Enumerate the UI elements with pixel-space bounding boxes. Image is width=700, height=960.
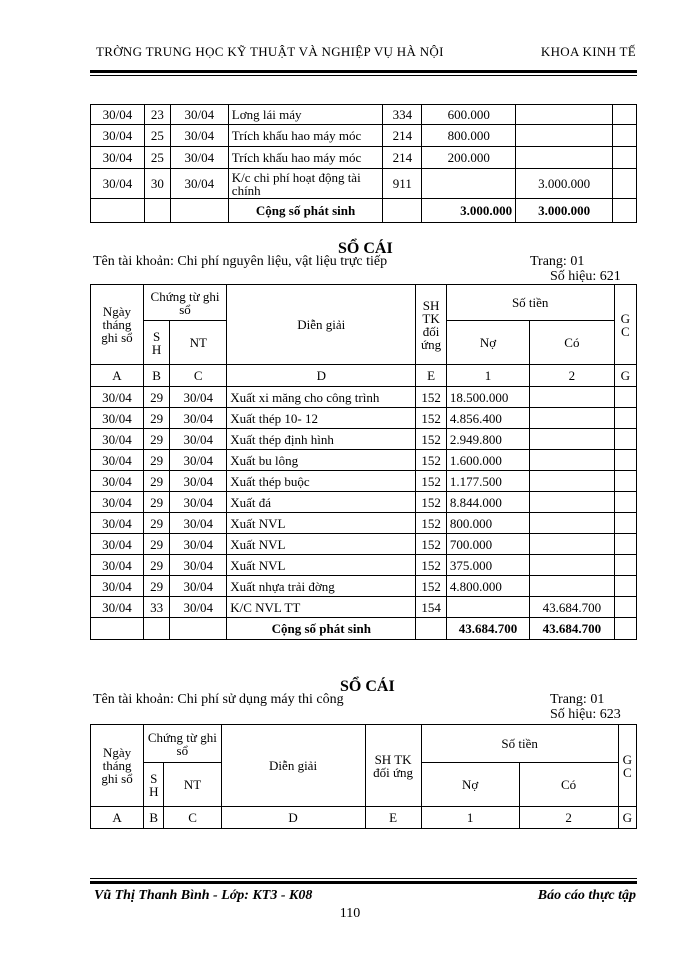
table-cell xyxy=(614,534,636,555)
table-cell: C xyxy=(164,807,221,829)
table-cell: 29 xyxy=(143,429,169,450)
table-cell: D xyxy=(227,365,416,387)
ledger-623-account: Tên tài khoản: Chi phí sử dụng máy thi công xyxy=(93,692,344,707)
table-cell: 30/04 xyxy=(91,429,144,450)
table-cell: 30/04 xyxy=(170,471,227,492)
table-cell xyxy=(614,597,636,618)
table-cell xyxy=(612,105,636,125)
letter-row xyxy=(91,807,637,829)
table-row xyxy=(91,408,637,429)
table-cell: 30/04 xyxy=(91,169,145,199)
table-cell: B xyxy=(143,365,169,387)
table-row xyxy=(91,555,637,576)
table-cell: Xuất đá xyxy=(227,492,416,513)
table-cell: Chứng từ ghi sổ xyxy=(143,285,226,321)
table-cell: 200.000 xyxy=(422,147,516,169)
table-cell: 30/04 xyxy=(170,513,227,534)
table-cell: Có xyxy=(530,321,614,365)
table-cell: 30/04 xyxy=(170,169,228,199)
table-row xyxy=(91,125,637,147)
footer-rule-thick xyxy=(90,881,637,884)
table-cell: D xyxy=(221,807,365,829)
table-cell xyxy=(144,199,170,223)
table-cell: 152 xyxy=(416,576,447,597)
table-row xyxy=(91,105,637,125)
table-row xyxy=(91,513,637,534)
table-cell: 30/04 xyxy=(91,513,144,534)
footer-report: Báo cáo thực tập xyxy=(537,888,636,903)
ledger-623-code: Số hiệu: 623 xyxy=(550,707,621,722)
table-cell: G C xyxy=(618,725,636,807)
table-cell: Diễn giải xyxy=(221,725,365,807)
table-cell: 30/04 xyxy=(91,597,144,618)
table-cell: 4.800.000 xyxy=(446,576,529,597)
table-cell: 30/04 xyxy=(91,450,144,471)
table-cell: G C xyxy=(614,285,636,365)
table-cell xyxy=(91,199,145,223)
table-cell: 214 xyxy=(383,125,422,147)
table-cell: 43.684.700 xyxy=(530,597,614,618)
footer-rule-thin xyxy=(90,878,637,879)
table-cell: 1 xyxy=(421,807,519,829)
table-cell: 800.000 xyxy=(446,513,529,534)
table-cell: 29 xyxy=(143,471,169,492)
table-cell: 30 xyxy=(144,169,170,199)
table-cell: A xyxy=(91,807,144,829)
page-number: 110 xyxy=(339,906,361,921)
table-cell xyxy=(170,199,228,223)
total-row xyxy=(91,618,637,640)
table-cell: Diễn giải xyxy=(227,285,416,365)
table-cell: 152 xyxy=(416,534,447,555)
ledger-623-title: SỔ CÁI xyxy=(340,678,395,695)
table-cell: 30/04 xyxy=(91,147,145,169)
table-cell xyxy=(516,105,613,125)
table-cell: S H xyxy=(143,321,169,365)
table-cell: 30/04 xyxy=(91,125,145,147)
table-cell: 152 xyxy=(416,450,447,471)
table-cell: 29 xyxy=(143,555,169,576)
table-cell: Xuất bu lông xyxy=(227,450,416,471)
table-cell: 30/04 xyxy=(170,147,228,169)
table-cell: Xuất NVL xyxy=(227,513,416,534)
table-cell: 30/04 xyxy=(91,534,144,555)
table-cell: 8.844.000 xyxy=(446,492,529,513)
table-cell xyxy=(530,492,614,513)
table-cell xyxy=(614,555,636,576)
table-cell: 30/04 xyxy=(170,105,228,125)
table-cell xyxy=(614,492,636,513)
table-cell: Số tiền xyxy=(446,285,614,321)
table-cell: 152 xyxy=(416,555,447,576)
table-row xyxy=(91,450,637,471)
table-cell: 1 xyxy=(446,365,529,387)
table-cell: Trích khấu hao máy móc xyxy=(228,125,383,147)
table-cell: 43.684.700 xyxy=(530,618,614,640)
table-cell xyxy=(91,618,144,640)
table-cell: 30/04 xyxy=(91,408,144,429)
table-cell: SH TK đối ứng xyxy=(365,725,421,807)
table-row xyxy=(91,429,637,450)
table-cell: NT xyxy=(170,321,227,365)
table-cell: 700.000 xyxy=(446,534,529,555)
table-row xyxy=(91,576,637,597)
table-cell: B xyxy=(144,807,164,829)
header-rule-thick xyxy=(90,70,637,73)
table-cell xyxy=(530,450,614,471)
ledger-621-title: SỔ CÁI xyxy=(338,240,393,257)
table-cell xyxy=(530,576,614,597)
school-name: TRỜNG TRUNG HỌC KỸ THUẬT VÀ NGHIỆP VỤ HÀ NỘI xyxy=(96,44,444,59)
table-cell: 29 xyxy=(143,492,169,513)
table-cell: Xuất NVL xyxy=(227,555,416,576)
table-row xyxy=(91,387,637,408)
table-cell: 30/04 xyxy=(170,534,227,555)
table-cell xyxy=(446,597,529,618)
table-cell: SH TK đối ứng xyxy=(416,285,447,365)
table-cell xyxy=(530,471,614,492)
table-cell: 2.949.800 xyxy=(446,429,529,450)
table-cell: Xuất thép định hình xyxy=(227,429,416,450)
table-cell: Có xyxy=(519,763,618,807)
table-cell: Số tiền xyxy=(421,725,618,763)
table-cell: 33 xyxy=(143,597,169,618)
table-cell: 30/04 xyxy=(91,492,144,513)
department-name: KHOA KINH TẾ xyxy=(540,44,636,59)
table-cell: 2 xyxy=(530,365,614,387)
table-cell: Cộng số phát sinh xyxy=(227,618,416,640)
table-cell xyxy=(614,429,636,450)
table-cell xyxy=(143,618,169,640)
table-cell: 29 xyxy=(143,387,169,408)
table-cell: 152 xyxy=(416,429,447,450)
table-cell: 375.000 xyxy=(446,555,529,576)
table-cell: E xyxy=(365,807,421,829)
table-cell: G xyxy=(618,807,636,829)
table-cell xyxy=(530,534,614,555)
table-cell: 29 xyxy=(143,576,169,597)
table-cell: Trích khấu hao máy móc xyxy=(228,147,383,169)
table-cell: 3.000.000 xyxy=(516,169,613,199)
table-cell: Ngày tháng ghi sổ xyxy=(91,725,144,807)
table-cell: 334 xyxy=(383,105,422,125)
table-cell: 30/04 xyxy=(91,387,144,408)
table-cell: 152 xyxy=(416,387,447,408)
table-cell: 23 xyxy=(144,105,170,125)
table-cell: Chứng từ ghi sổ xyxy=(144,725,222,763)
table-cell xyxy=(516,125,613,147)
table-cell: 800.000 xyxy=(422,125,516,147)
table-cell: 29 xyxy=(143,513,169,534)
table-cell: 911 xyxy=(383,169,422,199)
table-cell xyxy=(614,387,636,408)
table-cell xyxy=(614,618,636,640)
header-row xyxy=(91,725,637,763)
table-cell xyxy=(614,576,636,597)
table-row xyxy=(91,492,637,513)
table-cell: 25 xyxy=(144,125,170,147)
table-row xyxy=(91,597,637,618)
table-cell: Nợ xyxy=(446,321,529,365)
table-cell xyxy=(612,125,636,147)
table-cell xyxy=(614,450,636,471)
ledger-621-code: Số hiệu: 621 xyxy=(550,269,621,284)
table-cell: Xuất nhựa trải đờng xyxy=(227,576,416,597)
table-cell: 43.684.700 xyxy=(446,618,529,640)
table-cell: 152 xyxy=(416,471,447,492)
table-cell: 152 xyxy=(416,492,447,513)
letter-row xyxy=(91,365,637,387)
table-cell: E xyxy=(416,365,447,387)
table-cell: S H xyxy=(144,763,164,807)
table-cell xyxy=(530,555,614,576)
table-cell: Ngày tháng ghi sổ xyxy=(91,285,144,365)
table-cell: K/C NVL TT xyxy=(227,597,416,618)
table-cell: K/c chi phí hoạt động tài chính xyxy=(228,169,383,199)
table-cell: 30/04 xyxy=(91,555,144,576)
table-cell xyxy=(516,147,613,169)
table-cell: 152 xyxy=(416,513,447,534)
table-cell: Xuất xi măng cho công trình xyxy=(227,387,416,408)
table-cell xyxy=(383,199,422,223)
table-cell xyxy=(530,513,614,534)
table-cell xyxy=(614,471,636,492)
table-cell xyxy=(612,199,636,223)
table-cell: 3.000.000 xyxy=(516,199,613,223)
total-row xyxy=(91,199,637,223)
table-cell: 29 xyxy=(143,534,169,555)
table-cell: 30/04 xyxy=(91,471,144,492)
table-cell: 30/04 xyxy=(170,408,227,429)
table-cell: 30/04 xyxy=(170,387,227,408)
table-cell: NT xyxy=(164,763,221,807)
table-cell: 4.856.400 xyxy=(446,408,529,429)
table-cell: Cộng số phát sinh xyxy=(228,199,383,223)
table-cell: 30/04 xyxy=(170,555,227,576)
table-cell xyxy=(614,513,636,534)
table-cell xyxy=(612,147,636,169)
table-cell: A xyxy=(91,365,144,387)
table-cell: 30/04 xyxy=(170,492,227,513)
footer-author: Vũ Thị Thanh Bình - Lớp: KT3 - K08 xyxy=(94,888,313,903)
table-cell: 30/04 xyxy=(170,125,228,147)
table-cell: Xuất thép 10- 12 xyxy=(227,408,416,429)
table-cell: Xuất NVL xyxy=(227,534,416,555)
table-cell xyxy=(614,408,636,429)
ledger-623-page: Trang: 01 xyxy=(550,692,605,707)
table-cell: 30/04 xyxy=(170,597,227,618)
table-cell: Xuất thép buộc xyxy=(227,471,416,492)
table-cell: 3.000.000 xyxy=(422,199,516,223)
table-row xyxy=(91,169,637,199)
table-cell: 29 xyxy=(143,408,169,429)
table-cell xyxy=(416,618,447,640)
table-cell: G xyxy=(614,365,636,387)
table-cell: 30/04 xyxy=(170,429,227,450)
header-rule-thin xyxy=(90,75,637,76)
table-cell: 30/04 xyxy=(91,105,145,125)
table-cell: Nợ xyxy=(421,763,519,807)
ledger-621-table xyxy=(90,284,637,640)
ledger-621-account: Tên tài khoản: Chi phí nguyên liệu, vật liệu trực tiếp xyxy=(93,254,388,269)
table-cell: 30/04 xyxy=(170,450,227,471)
table-cell: 154 xyxy=(416,597,447,618)
table-cell xyxy=(422,169,516,199)
table-row xyxy=(91,534,637,555)
table-cell xyxy=(170,618,227,640)
table-cell: 30/04 xyxy=(91,576,144,597)
table-row xyxy=(91,147,637,169)
table-cell: 30/04 xyxy=(170,576,227,597)
table-cell: 25 xyxy=(144,147,170,169)
ledger-621-page: Trang: 01 xyxy=(530,254,585,269)
table-cell: 1.177.500 xyxy=(446,471,529,492)
table-cell: 152 xyxy=(416,408,447,429)
table-row xyxy=(91,471,637,492)
table-cell: 2 xyxy=(519,807,618,829)
table-cell: 600.000 xyxy=(422,105,516,125)
table-cell: Lơng lái máy xyxy=(228,105,383,125)
table-cell: 214 xyxy=(383,147,422,169)
table-cell: 18.500.000 xyxy=(446,387,529,408)
table-cell xyxy=(530,387,614,408)
table-cell: C xyxy=(170,365,227,387)
table-cell xyxy=(612,169,636,199)
continuation-table xyxy=(90,104,637,223)
ledger-623-table xyxy=(90,724,637,829)
table-cell: 29 xyxy=(143,450,169,471)
table-cell xyxy=(530,408,614,429)
table-cell: 1.600.000 xyxy=(446,450,529,471)
header-row xyxy=(91,285,637,321)
table-cell xyxy=(530,429,614,450)
